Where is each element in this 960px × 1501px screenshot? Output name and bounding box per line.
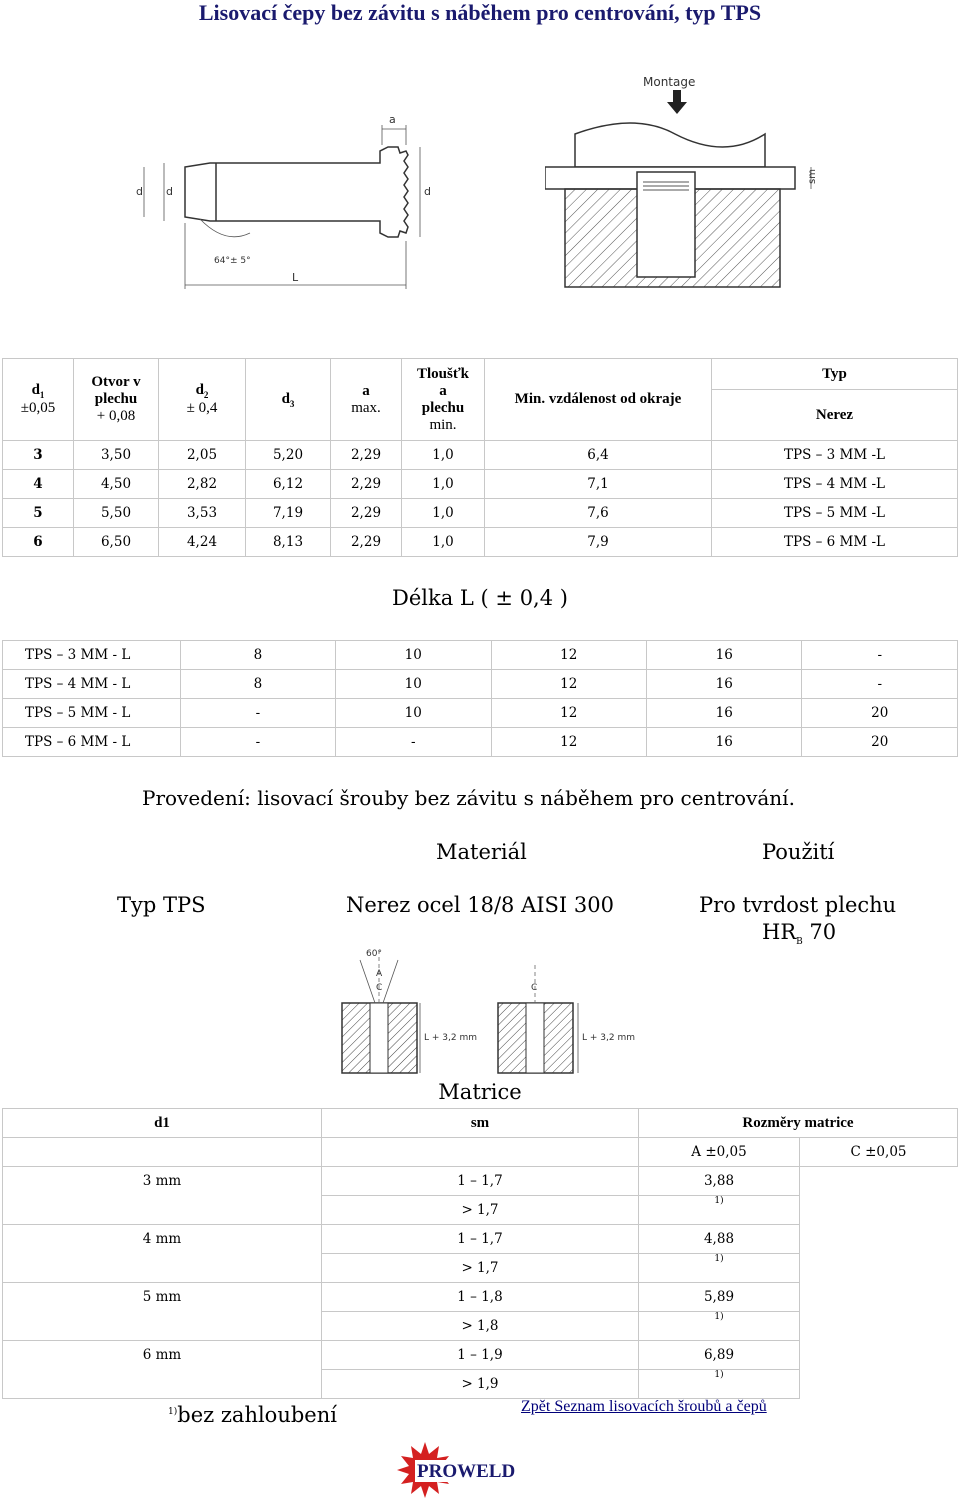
table-cell: 10 <box>336 699 491 728</box>
table-cell: 1,0 <box>402 528 485 557</box>
table-cell: 16 <box>646 670 801 699</box>
table-cell: 12 <box>491 641 646 670</box>
table-cell: 1,0 <box>402 441 485 470</box>
table-row <box>3 499 958 528</box>
table-cell: 7,1 <box>485 470 712 499</box>
matrice-d1-cell: 3 mm <box>3 1167 322 1225</box>
footnote: $^{1)}$bez zahloubení <box>168 1403 337 1427</box>
matrice-d1-cell: 5 mm <box>3 1283 322 1341</box>
matrice-A-cell: 1) <box>639 1254 800 1283</box>
matrice-angle-label: 60° <box>366 949 382 959</box>
table-row <box>3 528 958 557</box>
table-cell: 1,0 <box>402 470 485 499</box>
table-cell: TPS – 3 MM -L <box>712 441 958 470</box>
drawing-d1-label: d <box>136 185 143 198</box>
table-cell: TPS – 6 MM - L <box>3 728 181 757</box>
matrice-sm-cell: > 1,7 <box>322 1196 639 1225</box>
matrice-sm-cell: > 1,9 <box>322 1370 639 1399</box>
pouziti-header: Použití <box>762 840 835 864</box>
matrice-dim1-label: L + 3,2 mm <box>424 1033 477 1043</box>
header-matrice-sm: sm <box>322 1109 639 1138</box>
logo-text: PROWELD <box>417 1461 516 1482</box>
table-cell: TPS – 3 MM - L <box>3 641 181 670</box>
provedeni-text: Provedení: lisovací šrouby bez závitu s náběhem pro centrování. <box>142 786 795 810</box>
matrice-sm-cell: 1 – 1,8 <box>322 1283 639 1312</box>
table-cell: 16 <box>646 699 801 728</box>
matrice-C-cell <box>800 1225 958 1254</box>
header-a: a max. <box>331 359 402 441</box>
material-value: Nerez ocel 18/8 AISI 300 <box>346 893 614 917</box>
matrice-sm-cell: 1 – 1,9 <box>322 1341 639 1370</box>
matrice-d1-cell: 6 mm <box>3 1341 322 1399</box>
table-cell: 2,05 <box>159 441 246 470</box>
table-cell: TPS – 6 MM -L <box>712 528 958 557</box>
header-matrice-d1: d1 <box>3 1109 322 1138</box>
table-row <box>3 670 958 699</box>
table-cell: 20 <box>802 699 958 728</box>
table-cell: 6 <box>3 528 74 557</box>
back-link[interactable]: Zpět Seznam lisovacích šroubů a čepů <box>521 1398 767 1415</box>
table-cell: 7,9 <box>485 528 712 557</box>
montage-drawing <box>545 72 825 302</box>
table-row <box>3 728 958 757</box>
table-cell: 2,29 <box>331 499 402 528</box>
table-cell: 7,6 <box>485 499 712 528</box>
drawing-a-label: a <box>389 113 396 126</box>
header-empty-2 <box>322 1138 639 1167</box>
table-cell: - <box>180 728 335 757</box>
header-matrice-rozmery: Rozměry matrice <box>639 1109 958 1138</box>
drawing-angle-label: 64°± 5° <box>214 256 251 266</box>
matrice-sm-cell: 1 – 1,7 <box>322 1225 639 1254</box>
header-d3: $d_3$ <box>246 359 331 441</box>
matrice-C-cell <box>800 1312 958 1341</box>
pin-drawing <box>130 95 460 295</box>
length-title: Délka L ( ± 0,4 ) <box>392 586 568 610</box>
table-row <box>3 1225 958 1254</box>
matrice-C-cell <box>800 1254 958 1283</box>
header-empty-1 <box>3 1138 322 1167</box>
table-cell: 16 <box>646 728 801 757</box>
header-d1: $d_1$ ±0,05 <box>3 359 74 441</box>
table-cell: 10 <box>336 670 491 699</box>
matrice-title: Matrice <box>438 1080 522 1104</box>
drawing-d2-label: d <box>166 185 173 198</box>
drawing-d3-label: d <box>424 185 431 198</box>
matrice-A-cell: 3,88 <box>639 1167 800 1196</box>
matrice-C-label: C <box>376 983 383 993</box>
table-row <box>3 1283 958 1312</box>
table-cell: 2,29 <box>331 470 402 499</box>
table-cell: 4,50 <box>74 470 159 499</box>
table-row <box>3 470 958 499</box>
matrice-C-cell <box>800 1283 958 1312</box>
matrice-A-cell: 1) <box>639 1312 800 1341</box>
table-cell: 2,29 <box>331 528 402 557</box>
header-d2: $d_2$ ± 0,4 <box>159 359 246 441</box>
table-cell: 3,50 <box>74 441 159 470</box>
table-row <box>3 1167 958 1196</box>
table-cell: 7,19 <box>246 499 331 528</box>
matrice-C-cell <box>800 1196 958 1225</box>
matrice-A-cell: 4,88 <box>639 1225 800 1254</box>
matrice-C-cell <box>800 1370 958 1399</box>
table-cell: - <box>180 699 335 728</box>
header-thickness: Tloušťk a plechu min. <box>402 359 485 441</box>
table-cell: - <box>802 641 958 670</box>
page-title: Lisovací čepy bez závitu s náběhem pro centrování, typ TPS <box>198 0 762 25</box>
table-cell: 6,12 <box>246 470 331 499</box>
length-table <box>2 640 958 757</box>
table-cell: 5,20 <box>246 441 331 470</box>
table-cell: 2,82 <box>159 470 246 499</box>
table-cell: 6,4 <box>485 441 712 470</box>
matrice-A-label: A <box>376 969 383 979</box>
dimensions-table <box>2 358 958 557</box>
table-cell: 4,24 <box>159 528 246 557</box>
matrice-C2-label: C <box>531 983 538 993</box>
table-cell: 5 <box>3 499 74 528</box>
header-typ: Typ <box>712 359 958 390</box>
pouziti-value: Pro tvrdost plechu <box>699 893 897 917</box>
table-cell: TPS – 5 MM -L <box>712 499 958 528</box>
table-cell: 1,0 <box>402 499 485 528</box>
header-edge-distance: Min. vzdálenost od okraje <box>485 359 712 441</box>
material-header: Materiál <box>436 840 527 864</box>
table-cell: 5,50 <box>74 499 159 528</box>
table-cell: 6,50 <box>74 528 159 557</box>
montage-label: Montage <box>643 75 696 89</box>
table-cell: - <box>336 728 491 757</box>
matrice-A-cell: 1) <box>639 1196 800 1225</box>
matrice-d1-cell: 4 mm <box>3 1225 322 1283</box>
table-cell: 2,29 <box>331 441 402 470</box>
table-cell: 4 <box>3 470 74 499</box>
matrice-C-cell <box>800 1341 958 1370</box>
table-cell: 20 <box>802 728 958 757</box>
table-row <box>3 699 958 728</box>
matrice-A-cell: 5,89 <box>639 1283 800 1312</box>
table-row <box>3 1341 958 1370</box>
matrice-dim2-label: L + 3,2 mm <box>582 1033 635 1043</box>
table-row <box>3 641 958 670</box>
table-cell: 8,13 <box>246 528 331 557</box>
table-cell: 16 <box>646 641 801 670</box>
matrice-A-cell: 6,89 <box>639 1341 800 1370</box>
table-cell: 3 <box>3 441 74 470</box>
typ-tps-label: Typ TPS <box>117 893 206 917</box>
matrice-sm-cell: 1 – 1,7 <box>322 1167 639 1196</box>
table-cell: 12 <box>491 699 646 728</box>
drawing-sm-label: sm <box>807 169 818 184</box>
matrice-sm-cell: > 1,7 <box>322 1254 639 1283</box>
table-cell: - <box>802 670 958 699</box>
table-cell: TPS – 4 MM - L <box>3 670 181 699</box>
header-matrice-C: C ±0,05 <box>800 1138 958 1167</box>
table-row <box>3 441 958 470</box>
proweld-logo <box>395 1440 545 1500</box>
matrice-table <box>2 1108 958 1399</box>
table-cell: TPS – 5 MM - L <box>3 699 181 728</box>
matrice-A-cell: 1) <box>639 1370 800 1399</box>
matrice-sm-cell: > 1,8 <box>322 1312 639 1341</box>
table-cell: 12 <box>491 728 646 757</box>
header-nerez: Nerez <box>712 390 958 441</box>
matrice-C-cell <box>800 1167 958 1196</box>
drawing-L-label: L <box>292 271 299 284</box>
table-cell: 12 <box>491 670 646 699</box>
table-cell: TPS – 4 MM -L <box>712 470 958 499</box>
table-cell: 10 <box>336 641 491 670</box>
table-cell: 3,53 <box>159 499 246 528</box>
table-cell: 8 <box>180 670 335 699</box>
table-cell: 8 <box>180 641 335 670</box>
header-matrice-A: A ±0,05 <box>639 1138 800 1167</box>
header-hole: Otvor v plechu + 0,08 <box>74 359 159 441</box>
hardness-value: $HR_B$ 70 <box>762 920 837 948</box>
matrice-drawing <box>320 940 650 1080</box>
